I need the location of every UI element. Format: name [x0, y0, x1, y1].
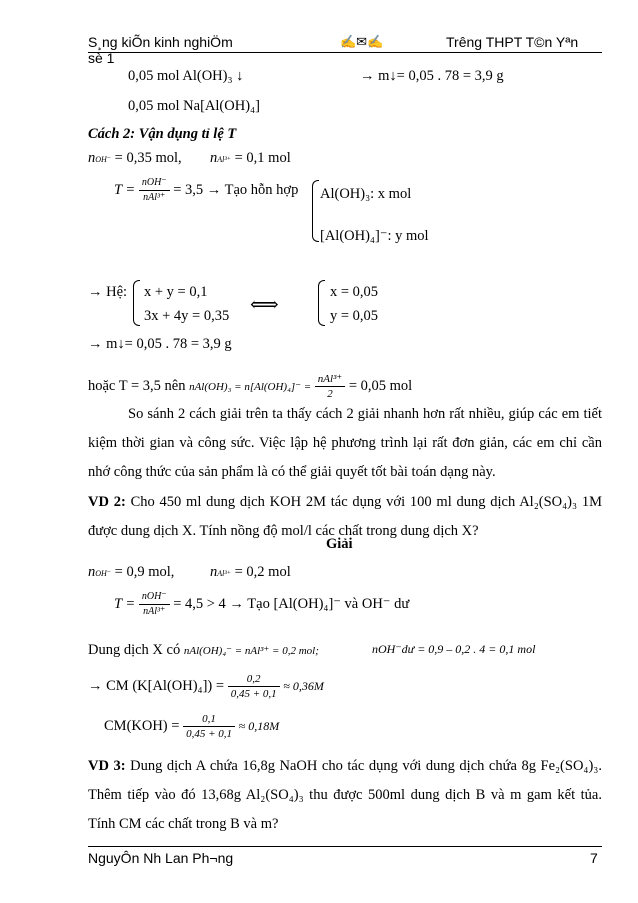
ratio-t-2: T = $\frac{\text{nOH⁻}}{\text{nAl³⁺}}$ = 4,5 > 4 → Tạo [Al(OH)₄]⁻ và OH⁻ dư — [114, 591, 410, 617]
line-mass-2: → m↓= 0,05 . 78 = 3,9 g — [88, 336, 232, 352]
n-al-expr-2: nAl³⁺ = 0,2 mol — [210, 564, 291, 580]
mixture-opt-2: [Al(OH)₄]⁻: y mol — [320, 228, 429, 244]
n-al-expr: nAl³⁺ = 0,1 mol — [210, 150, 291, 166]
solution-x-line: Dung dịch X có nAl(OH)₄⁻ = nAl³⁺ = 0,2 mol; — [88, 642, 319, 658]
solution-2: y = 0,05 — [330, 308, 379, 324]
header-title-wrap: sè 1 — [88, 50, 115, 66]
or-line: hoặc T = 3,5 nên nAl(OH)₃ = n[Al(OH)₄]⁻ = $\frac{\text{nAl³⁺}}{2}$ = 0,05 mol — [88, 373, 413, 400]
ratio-t-1: T = $\frac{\text{nOH⁻}}{\text{nAl³⁺}}$ = 3,5 → Tạo hỗn hợp — [114, 177, 299, 203]
comparison-paragraph: So sánh 2 cách giải trên ta thấy cách 2 giải nhanh hơn rất nhiều, giúp các em tiết kiệm thời gian và công sức. Việc lập hệ phương trình lại rất đơn giản, các em chỉ cần nhớ công thức của sản phẩm là có thể giải quyết tốt bài toán dạng này. — [88, 406, 602, 480]
n-oh-expr: nOH⁻ = 0,35 mol, — [88, 150, 182, 166]
header-ornament-icon: ✍✉✍ — [340, 34, 384, 49]
system-eq-2: 3x + 4y = 0,35 — [144, 308, 230, 324]
header-school: Trêng THPT T©n Yªn — [446, 34, 579, 50]
brace-solution — [318, 280, 325, 326]
method-2-heading: Cách 2: Vận dụng tỉ lệ T — [88, 126, 237, 142]
brace-system — [133, 280, 140, 326]
excess-oh: nOH⁻dư = 0,9 – 0,2 . 4 = 0,1 mol — [372, 642, 536, 656]
solution-1: x = 0,05 — [330, 284, 379, 300]
line-naaloh4: 0,05 mol Na[Al(OH)₄] — [128, 98, 260, 114]
line-aloh3: 0,05 mol Al(OH)₃ ↓ — [128, 68, 244, 84]
concentration-2: CM(KOH) = $\frac{0,1}{0,45 + 0,1}$ ≈ 0,18M — [104, 713, 280, 740]
header-title: S¸ng kiÕn kinh nghiÖm — [88, 34, 233, 50]
system-label: → Hệ: — [88, 284, 128, 300]
solution-heading: Giải — [326, 536, 353, 552]
n-oh-expr-2: nOH⁻ = 0,9 mol, — [88, 564, 175, 580]
concentration-1: → CM (K[Al(OH)₄]) = $\frac{0,2}{0,45 + 0,1}$ ≈ 0,36M — [88, 673, 324, 700]
brace-mixture — [312, 180, 319, 242]
system-eq-1: x + y = 0,1 — [144, 284, 208, 300]
line-mass: → m↓= 0,05 . 78 = 3,9 g — [360, 68, 504, 84]
mixture-opt-1: Al(OH)₃: x mol — [320, 186, 412, 202]
example-2: VD 2: Cho 450 ml dung dịch KOH 2M tác dụng với 100 ml dung dịch Al₂(SO₄)₃ 1M được dung dịch X. Tính nồng độ mol/l các chất trong dung dịch X? — [88, 494, 602, 539]
footer-rule — [88, 846, 602, 847]
example-3: VD 3: Dung dịch A chứa 16,8g NaOH cho tác dụng với dung dịch chứa 8g Fe₂(SO₄)₃. Thêm tiếp vào đó 13,68g Al₂(SO₄)₃ thu được 500ml dung dịch B và m gam kết tủa. Tính CM các chất trong B và m? — [88, 758, 602, 832]
footer-author: NguyÔn Nh Lan Ph¬ng — [88, 850, 234, 866]
page-number: 7 — [590, 850, 598, 866]
header-rule — [88, 52, 602, 53]
equivalence-icon: ⟺ — [250, 294, 279, 316]
